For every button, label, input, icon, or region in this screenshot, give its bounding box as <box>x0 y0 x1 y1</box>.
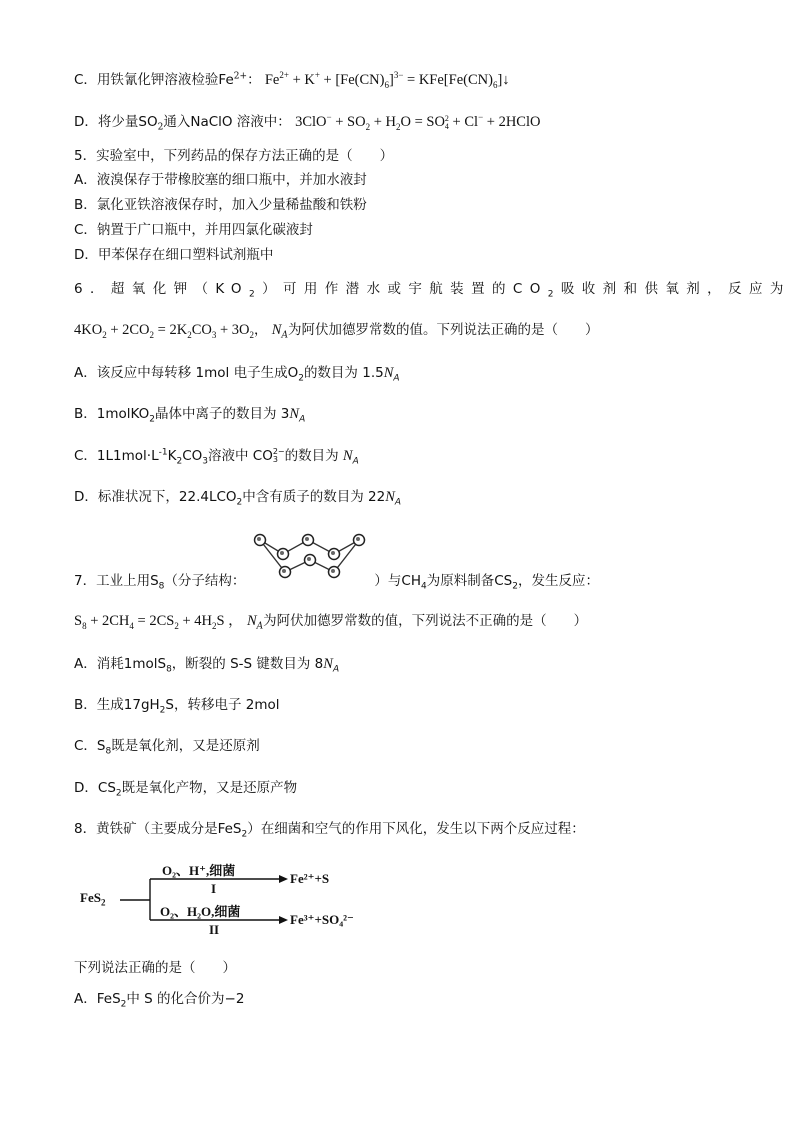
option-d-line: D．将少量$SO_2$通入NaClO 溶液中： $3ClO^- + SO_2 + H_2O$ = SO 2 4 + Cl− + 2HClO <box>74 112 541 133</box>
top-roman: I <box>211 881 217 896</box>
q7-option-b: B．生成$17gH_2S$，转移电子 2mol <box>74 697 280 716</box>
q8-option-a: A．FeS$_2$中 S 的化合价为−2 <box>74 991 245 1010</box>
q8-question: 下列说法正确的是（ ） <box>74 960 236 976</box>
q5-option-d: D．甲苯保存在细口塑料试剂瓶中 <box>74 247 274 263</box>
q5-option-a: A．液溴保存于带橡胶塞的细口瓶中，并加水液封 <box>74 172 367 188</box>
q6-stem-line2: $4KO_2 + 2CO_2 = 2K_2CO_3 + 3O_2$， $N_A$为阿伏加德罗常数的值。下列说法正确的是（ ） <box>74 322 599 341</box>
q7-option-a: A．消耗1molS$_8$，断裂的 S-S 键数目为 $8N_A$ <box>74 656 340 675</box>
scheme-reactant: FeS$_2$ <box>80 890 106 908</box>
top-products: Fe²⁺+S <box>290 871 330 886</box>
bottom-conditions: O₂、H₂O,细菌 <box>160 904 241 919</box>
q6-option-c: C．$1L1mol\cdot L^{-1}K_2CO_3$溶液中 CO 2− 3 的数目为 $N_A$ <box>74 447 359 467</box>
equation: $4KO_2 + 2CO_2 = 2K_2CO_3 + 3O_2$ <box>74 322 254 340</box>
option-c-line: C．用铁氰化钾溶液检验$Fe^{2+}$： $Fe^{2+} + K^+ + [Fe(CN)_6]^{3-}$ = $KFe[Fe(CN)_6]↓$ <box>74 70 510 90</box>
q5-option-c: C．钠置于广口瓶中，并用四氯化碳液封 <box>74 222 313 238</box>
equation: $S_8 + 2CH_4 = 2CS_2 + 4H_2S$ ， <box>74 613 243 631</box>
q7-option-c: C．$S_8$既是氧化剂，又是还原剂 <box>74 738 260 757</box>
bottom-roman: II <box>209 922 220 937</box>
q5-stem: 5．实验室中，下列药品的保存方法正确的是（ ） <box>74 148 394 164</box>
q5-option-b: B．氯化亚铁溶液保存时，加入少量稀盐酸和铁粉 <box>74 197 367 213</box>
q7-stem-line1: 7．工业上用$S_8$（分子结构： ）与$CH_4$为原料制备$CS_2$，发生反应： <box>74 573 599 592</box>
bottom-products: Fe³⁺+SO₄²⁻ <box>290 912 354 927</box>
q8-stem: 8．黄铁矿（主要成分是FeS$_2$）在细菌和空气的作用下风化，发生以下两个反应过程： <box>74 821 585 840</box>
q6-option-d: D．标准状况下，$22.4LCO_2$中含有质子的数目为 $22N_A$ <box>74 489 402 508</box>
q7-option-d: D．$CS_2$既是氧化产物，又是还原产物 <box>74 780 298 799</box>
q6-option-a: A．该反应中每转移 1mol 电子生成$O_2$的数目为 $1.5N_A$ <box>74 365 400 384</box>
q6-stem-line1: 6．超氧化钾$(KO_2)$可用作潜水或宇航装置的$CO_2$吸收剂和供氧剂，反应为 <box>74 281 791 300</box>
equation: $3ClO^- + SO_2 + H_2O$ = SO 2 4 + Cl− + 2HClO <box>295 112 541 132</box>
top-conditions: O₂、H⁺,细菌 <box>162 863 236 878</box>
equation: $Fe^{2+} + K^+ + [Fe(CN)_6]^{3-}$ = $KFe[Fe(CN)_6]↓$ <box>264 70 510 90</box>
q6-option-b: B．1molKO$_2$晶体中离子的数目为 $3N_A$ <box>74 406 306 425</box>
reaction-scheme-figure <box>74 852 364 944</box>
q7-stem-line2: $S_8 + 2CH_4 = 2CS_2 + 4H_2S$ ， $N_A$为阿伏加德罗常数的值，下列说法不正确的是（ ） <box>74 613 588 632</box>
